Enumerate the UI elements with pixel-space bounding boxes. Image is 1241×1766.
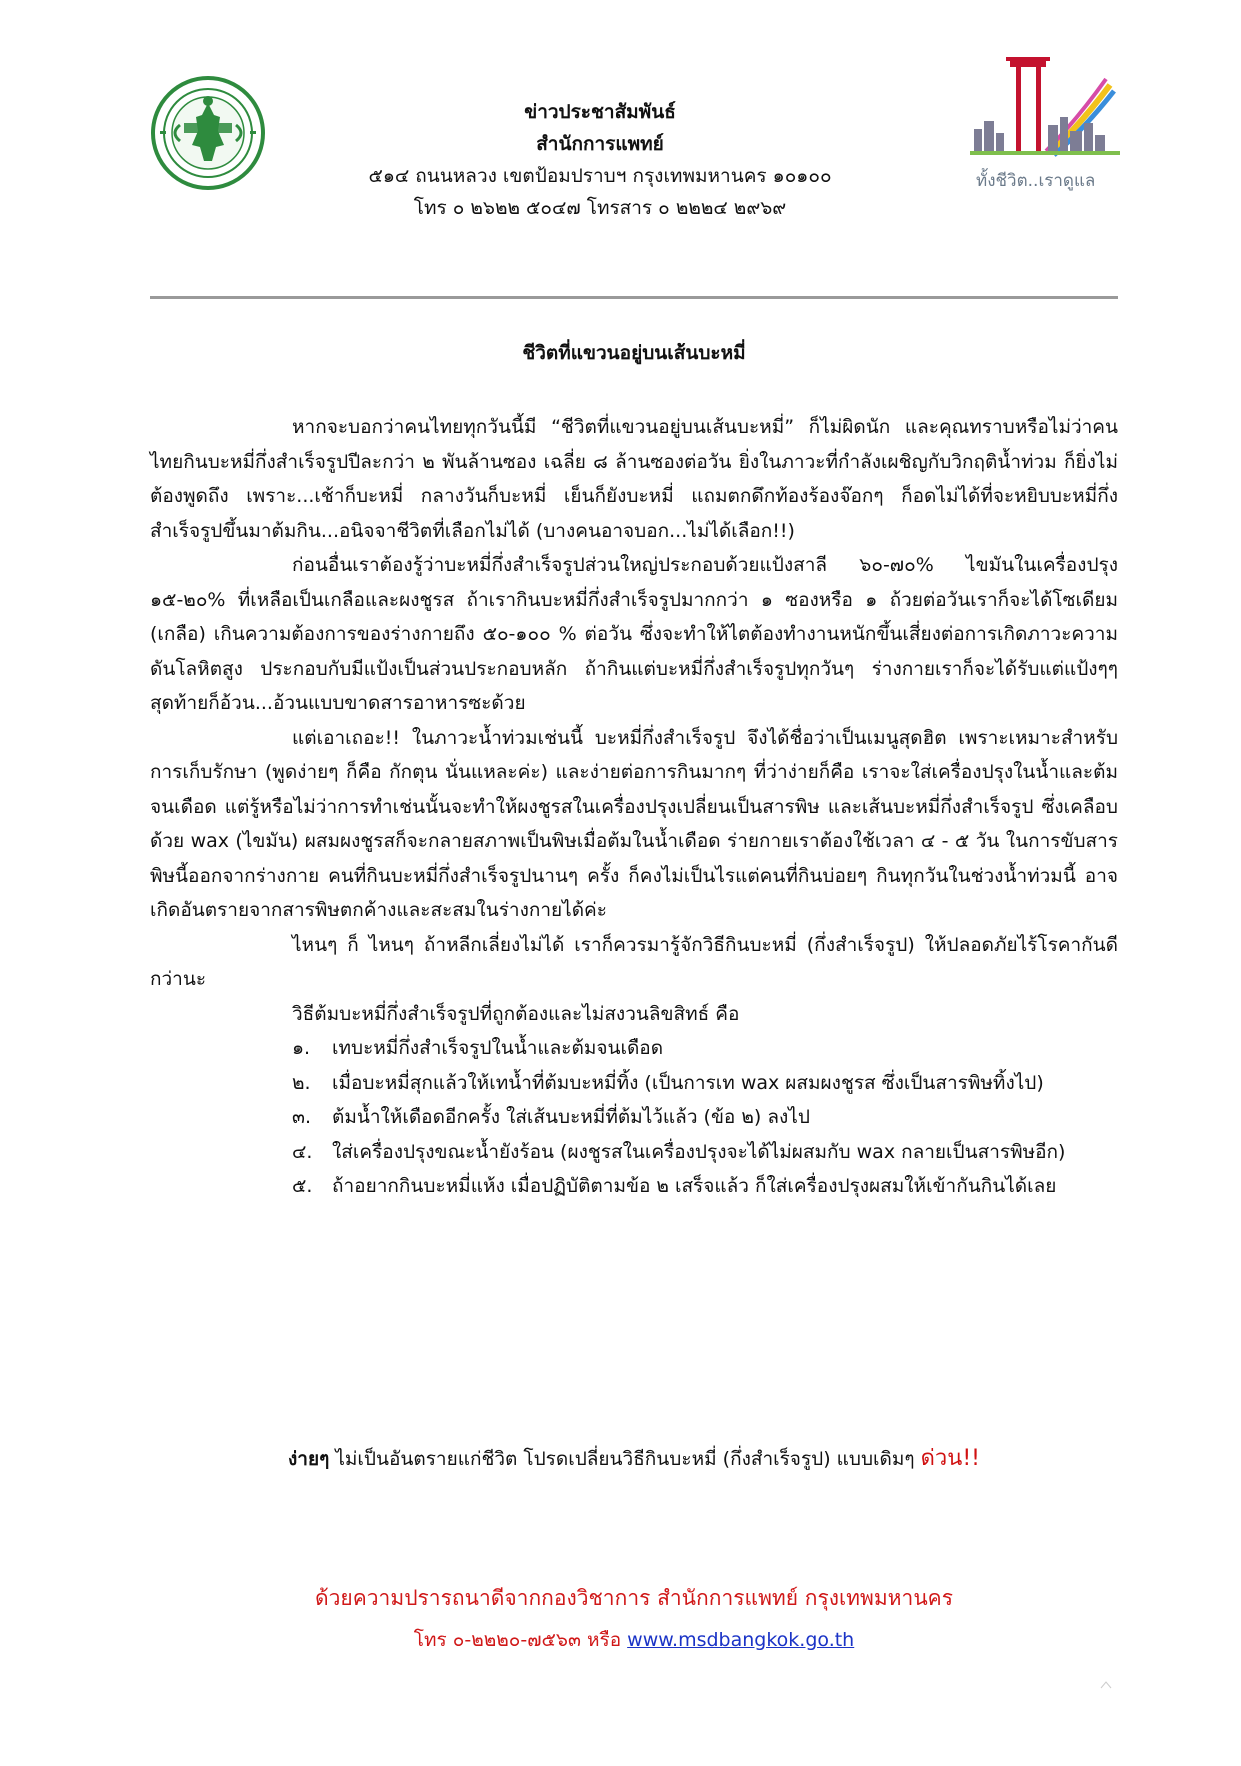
list-item [292,1100,1118,1135]
steps-intro: วิธีต้มบะหมี่กึ่งสำเร็จรูปที่ถูกต้องและไม่สงวนลิขสิทธ์ คือ [292,1002,740,1025]
article-body [150,410,1118,1204]
letterhead [300,96,900,224]
summary-text: ไม่เป็นอันตรายแก่ชีวิต โปรดเปลี่ยนวิธีกินบะหมี่ (กึ่งสำเร็จรูป) แบบเดิมๆ [329,1448,921,1470]
step-text: เมื่อบะหมี่สุกแล้วให้เทน้ำที่ต้มบะหมี่ทิ้ง (เป็นการเท wax ผสมผงชูรส ซึ่งเป็นสารพิษทิ้งไป) [332,1071,1044,1094]
step-number: ๔. [292,1140,313,1163]
step-number: ๒. [292,1071,311,1094]
step-text: ต้มน้ำให้เดือดอีกครั้ง ใส่เส้นบะหมี่ที่ต้มไว้แล้ว (ข้อ ๒) ลงไป [332,1106,810,1128]
paragraph: หากจะบอกว่าคนไทยทุกวันนี้มี “ชีวิตที่แขวนอยู่บนเส้นบะหมี่” ก็ไม่ผิดนัก และคุณทราบหรือไม่ว่าคนไทยกินบะหมี่กึ่งสำเร็จรูปปีละกว่า ๒ พันล้านซอง เฉลี่ย ๘ ล้านซองต่อวัน ยิ่งในภาวะที่กำลังเผชิญกับวิกฤติน้ำท่วม ก็ยิ่งไม่ต้องพูดถึง เพราะ...เช้าก็บะหมี่ กลางวันก็บะหมี่ เย็นก็ยังบะหมี่ แถมตกดึกท้องร้องจ๊อกๆ ก็อดไม่ได้ที่จะหยิบบะหมี่กึ่งสำเร็จรูปขึ้นมาต้มกิน...อนิจจาชีวิตที่เลือกไม่ได้ (บางคนอาจบอก...ไม่ได้เลือก!!) [150,416,1118,542]
header-divider [150,296,1118,299]
footer-credit: ด้วยความปรารถนาดีจากกองวิชาการ สำนักการแพทย์ กรุงเทพมหานคร [314,1586,954,1610]
step-number: ๑. [292,1037,311,1059]
header-line-2: สำนักการแพทย์ [536,133,664,155]
step-number: ๓. [292,1106,312,1128]
paragraph: แต่เอาเถอะ!! ในภาวะน้ำท่วมเช่นนี้ บะหมี่กึ่งสำเร็จรูป จึงได้ชื่อว่าเป็นเมนูสุดฮิต เพราะเหมาะสำหรับการเก็บรักษา (พูดง่ายๆ ก็คือ กักตุน นั่นแหละค่ะ) และง่ายต่อการกินมากๆ ที่ว่าง่ายก็คือ เราจะใส่เครื่องปรุงในน้ำและต้มจนเดือด แต่รู้หรือไม่ว่าการทำเช่นนั้นจะทำให้ผงชูรสในเครื่องปรุงเปลี่ยนเป็นสารพิษ และเส้นบะหมี่กึ่งสำเร็จรูป ซึ่งเคลือบด้วย wax (ไขมัน) ผสมผงชูรสก็จะกลายสภาพเป็นพิษเมื่อต้มในน้ำเดือด ร่ายกายเราต้องใช้เวลา ๔ - ๕ วัน ในการขับสารพิษนี้ออกจากร่างกาย คนที่กินบะหมี่กึ่งสำเร็จรูปนานๆ ครั้ง ก็คงไม่เป็นไรแต่คนที่กินบ่อยๆ กินทุกวันในช่วงน้ำท่วมนี้ อาจเกิดอันตรายจากสารพิษตกค้างและสะสมในร่างกายได้ค่ะ [150,726,1118,921]
page-corner-mark-icon [1100,1675,1112,1685]
paragraph: ก่อนอื่นเราต้องรู้ว่าบะหมี่กึ่งสำเร็จรูปส่วนใหญ่ประกอบด้วยแป้งสาลี ๖๐-๗๐% ไขมันในเครื่องปรุง ๑๕-๒๐% ที่เหลือเป็นเกลือและผงชูรส ถ้าเรากินบะหมี่กึ่งสำเร็จรูปมากกว่า ๑ ซองหรือ ๑ ถ้วยต่อวันเราก็จะได้โซเดียม (เกลือ) เกินความต้องการของร่างกายถึง ๕๐-๑๐๐ % ต่อวัน ซึ่งจะทำให้ไตต้องทำงานหนักขึ้นเสี่ยงต่อการเกิดภาวะความดันโลหิตสูง ประกอบกับมีแป้งเป็นส่วนประกอบหลัก ถ้ากินแต่บะหมี่กึ่งสำเร็จรูปทุกวันๆ ร่างกายเราก็จะได้รับแต่แป้งๆๆ สุดท้ายก็อ้วน...อ้วนแบบขาดสารอาหารซะด้วย [150,554,1118,714]
step-text: ถ้าอยากกินบะหมี่แห้ง เมื่อปฏิบัติตามข้อ ๒ เสร็จแล้ว ก็ใส่เครื่องปรุงผสมให้เข้ากันกินได้เลย [332,1175,1057,1197]
summary-line [150,1440,1118,1475]
step-text: เทบะหมี่กึ่งสำเร็จรูปในน้ำและต้มจนเดือด [332,1037,664,1059]
list-item [292,1066,1118,1101]
header-line-1: ข่าวประชาสัมพันธ์ [524,101,676,123]
bangkok-giant-swing-logo [970,55,1120,200]
paragraph: ไหนๆ ก็ ไหนๆ ถ้าหลีกเลี่ยงไม่ได้ เราก็ควรมารู้จักวิธีกินบะหมี่ (กึ่งสำเร็จรูป) ให้ปลอดภัยไร้โรคากันดีกว่านะ [150,933,1118,990]
list-item [292,1169,1118,1204]
header-phone: โทร ๐ ๒๖๒๒ ๕๐๔๗ โทรสาร ๐ ๒๒๒๔ ๒๙๖๙ [413,197,787,219]
medical-department-seal-icon [150,75,266,191]
logo-tagline: ทั้งชีวิต..เราดูแล [976,171,1096,191]
list-item [292,1135,1118,1170]
step-text: ใส่เครื่องปรุงขณะน้ำยังร้อน (ผงชูรสในเครื่องปรุงจะได้ไม่ผสมกับ wax กลายเป็นสารพิษอีก) [332,1140,1066,1163]
step-number: ๕. [292,1175,313,1197]
article-title: ชีวิตที่แขวนอยู่บนเส้นบะหมี่ [522,342,746,364]
footer-phone: โทร ๐-๒๒๒๐-๗๕๖๓ หรือ [413,1629,628,1651]
header-address: ๕๑๔ ถนนหลวง เขตป้อมปราบฯ กรุงเทพมหานคร ๑๐๑๐๐ [368,165,832,187]
footer-contact [150,1625,1118,1655]
summary-lead: ง่ายๆ [288,1448,330,1470]
website-link[interactable]: www.msdbangkok.go.th [627,1629,855,1651]
urgent-label: ด่วน!! [920,1446,980,1471]
list-item [292,1031,1118,1066]
steps-list [150,1031,1118,1204]
